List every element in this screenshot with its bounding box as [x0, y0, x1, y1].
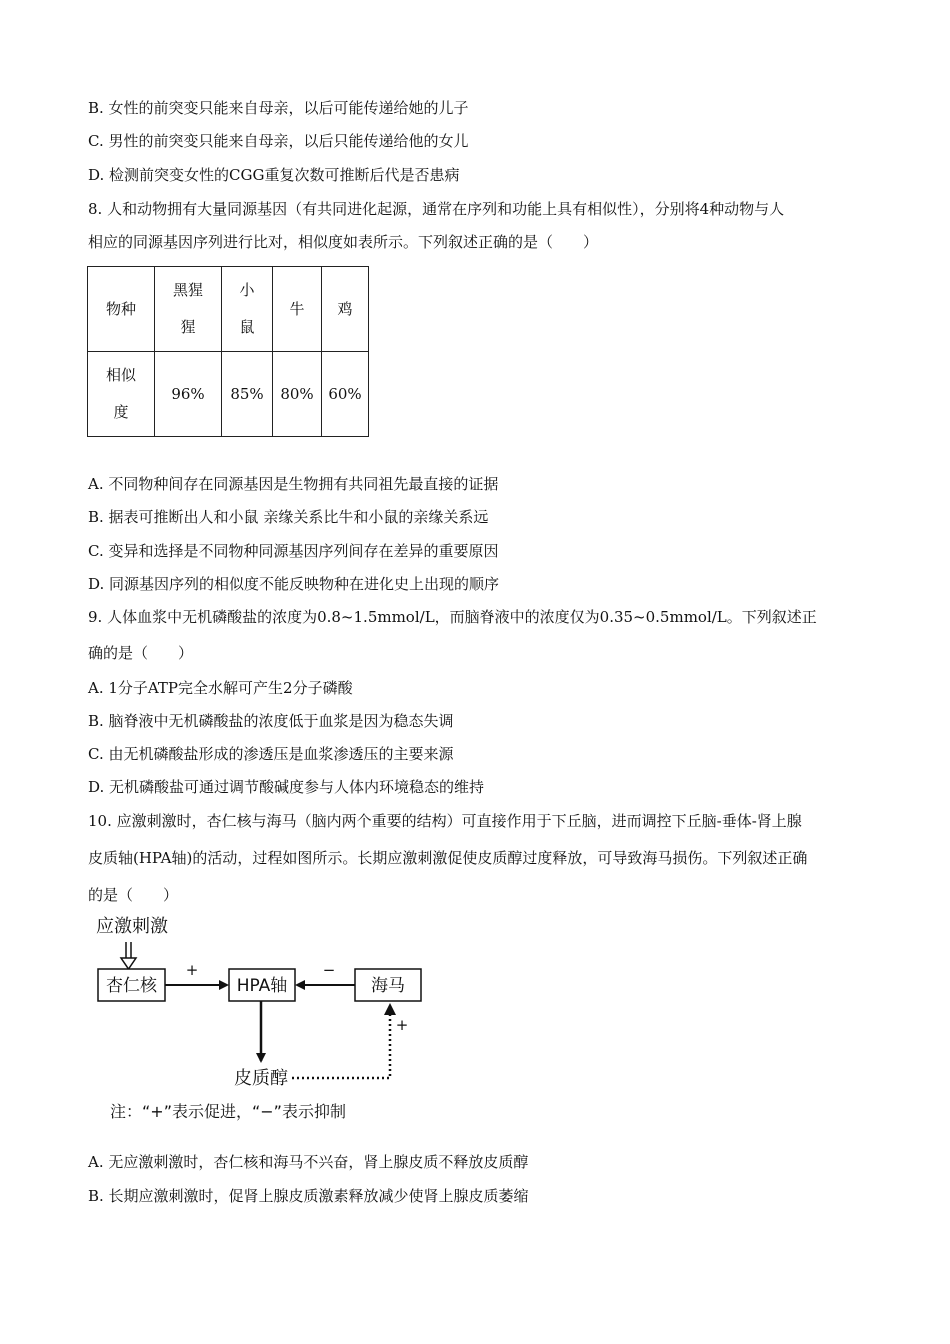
q7-option-b: B. 女性的前突变只能来自母亲，以后可能传递给她的儿子 [88, 99, 469, 117]
q10-stem-line3: 的是（ ） [88, 886, 179, 904]
table-cell-chimp: 96% [155, 352, 222, 437]
diagram-note: 注：“+”表示促进，“−”表示抑制 [110, 1102, 346, 1121]
table-cell-mouse: 85% [222, 352, 273, 437]
table-header-chicken [322, 267, 369, 352]
q10-option-b: B. 长期应激刺激时，促肾上腺皮质激素释放减少使肾上腺皮质萎缩 [88, 1187, 529, 1205]
q8-option-d: D. 同源基因序列的相似度不能反映物种在进化史上出现的顺序 [88, 575, 500, 593]
hollow-down-arrow-icon [121, 942, 136, 969]
minus-sign: − [322, 961, 336, 979]
plus-sign-1: + [185, 961, 199, 979]
amygdala-label: 杏仁核 [106, 976, 157, 996]
q7-option-d: D. 检测前突变女性的CGG重复次数可推断后代是否患病 [88, 166, 460, 184]
q9-option-a: A. 1分子ATP完全水解可产生2分子磷酸 [88, 679, 353, 697]
table-header-row [88, 267, 369, 352]
table-header-chimp [155, 267, 222, 352]
q8-stem-line2: 相应的同源基因序列进行比对，相似度如表所示。下列叙述正确的是（ ） [88, 233, 599, 251]
table-cell-text: 小 [239, 281, 255, 299]
plus-sign-2: + [395, 1016, 409, 1034]
q8-option-b: B. 据表可推断出人和小鼠 亲缘关系比牛和小鼠的亲缘关系远 [88, 508, 489, 526]
table-cell-text: 猩 [180, 318, 196, 336]
q8-stem-line1: 8. 人和动物拥有大量同源基因（有共同进化起源，通常在序列和功能上具有相似性），分别将4种动物与人 [88, 200, 785, 218]
stimulus-label: 应激刺激 [96, 916, 168, 937]
table-cell-text: 鸡 [337, 299, 353, 318]
hpa-axis-diagram [0, 905, 950, 1130]
table-cell-text: 牛 [289, 299, 305, 318]
table-cell-text: 黑猩 [172, 281, 203, 299]
hippocampus-label: 海马 [371, 976, 405, 996]
table-cell-chicken: 60% [322, 352, 369, 437]
q10-stem-line2: 皮质轴(HPA轴)的活动，过程如图所示。长期应激刺激促使皮质醇过度释放，可导致海马损伤。下列叙述正确 [88, 849, 808, 867]
table-row-label [88, 352, 155, 437]
q9-option-c: C. 由无机磷酸盐形成的渗透压是血浆渗透压的主要来源 [88, 745, 454, 763]
table-cell-text: 度 [113, 403, 129, 421]
cortisol-to-hippocampus-dotted-arrow-icon [292, 1003, 396, 1078]
q10-stem-line1: 10. 应激刺激时，杏仁核与海马（脑内两个重要的结构）可直接作用于下丘脑，进而调控下丘脑-垂体-肾上腺 [88, 812, 802, 830]
q8-option-c: C. 变异和选择是不同物种同源基因序列间存在差异的重要原因 [88, 542, 499, 560]
table-cell-cow: 80% [273, 352, 322, 437]
table-cell-text: 鼠 [239, 318, 255, 336]
table-header-mouse [222, 267, 273, 352]
table-cell-text: 相似 [105, 366, 136, 384]
q9-option-b: B. 脑脊液中无机磷酸盐的浓度低于血浆是因为稳态失调 [88, 712, 454, 730]
q10-option-a: A. 无应激刺激时，杏仁核和海马不兴奋，肾上腺皮质不释放皮质醇 [88, 1153, 529, 1171]
q9-stem-line2: 确的是（ ） [88, 644, 194, 662]
table-row [88, 352, 369, 437]
q9-stem-line1: 9. 人体血浆中无机磷酸盐的浓度为0.8~1.5mmol/L，而脑脊液中的浓度仅为0.35~0.5mmol/L。下列叙述正 [88, 608, 817, 626]
q8-option-a: A. 不同物种间存在同源基因是生物拥有共同祖先最直接的证据 [88, 475, 499, 493]
q9-option-d: D. 无机磷酸盐可通过调节酸碱度参与人体内环境稳态的维持 [88, 778, 485, 796]
hpa-label: HPA轴 [236, 976, 288, 996]
similarity-table [87, 266, 369, 437]
table-cell-text: 物种 [105, 299, 136, 318]
table-header-species [88, 267, 155, 352]
q7-option-c: C. 男性的前突变只能来自母亲，以后只能传递给他的女儿 [88, 132, 469, 150]
table-header-cow [273, 267, 322, 352]
cortisol-label: 皮质醇 [234, 1068, 288, 1089]
